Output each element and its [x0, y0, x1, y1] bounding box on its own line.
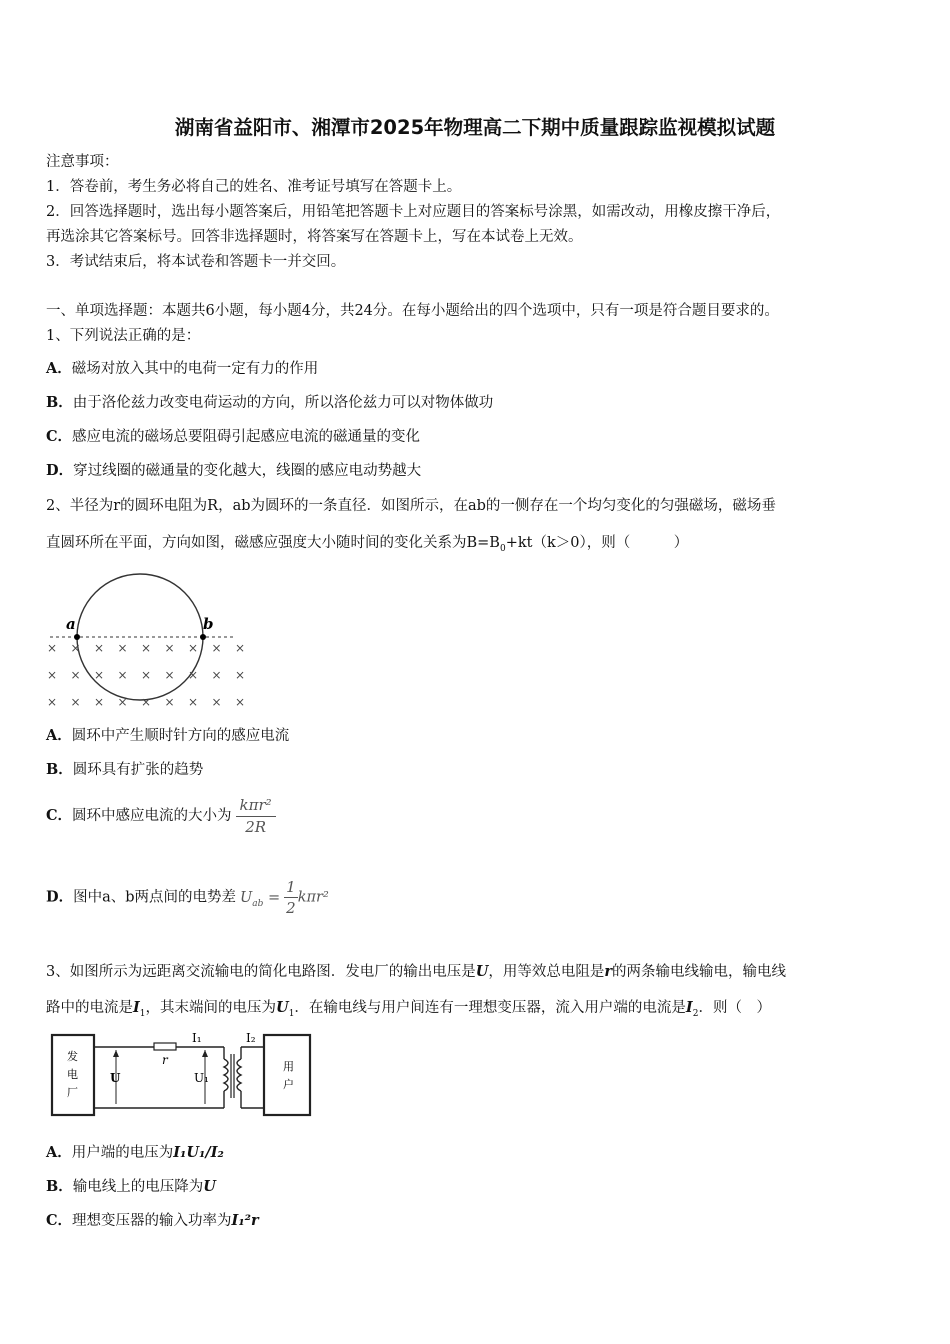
label-b: b [203, 615, 214, 633]
field-cross: × [211, 641, 222, 655]
q3-sym-i1: I [133, 999, 140, 1016]
q3-option-c-letter: C． [46, 1212, 73, 1229]
line-resistor [154, 1043, 176, 1050]
exam-title: 湖南省益阳市、湘潭市2025年物理高二下期中质量跟踪监视模拟试题 [174, 116, 776, 139]
potential-diff-expression [240, 889, 281, 909]
field-cross: × [235, 668, 246, 682]
field-cross: × [141, 695, 152, 709]
half-fraction [284, 878, 298, 917]
q2-stem-text-b: +kt（k＞0），则（ ） [505, 535, 689, 551]
notice-item-3: 3．考试结束后，将本试卷和答题卡一并交回。 [46, 254, 346, 270]
q1-option-a-letter: A． [46, 360, 72, 377]
field-cross: × [70, 695, 81, 709]
field-cross: × [94, 641, 105, 655]
q2-option-c-letter: C． [46, 807, 73, 824]
q2-option-c [46, 796, 276, 836]
field-cross: × [211, 695, 222, 709]
q3-option-c-expr: I₁²r [231, 1212, 259, 1229]
field-cross: × [211, 668, 222, 682]
q3-sym-r: r [604, 963, 613, 980]
q1-stem: 1、下列说法正确的是： [46, 328, 201, 344]
q2-option-a-text: 圆环中产生顺时针方向的感应电流 [71, 728, 290, 744]
plant-char-2: 电 [67, 1068, 78, 1081]
q3-sym-u1: U [276, 999, 289, 1016]
field-cross: × [235, 641, 246, 655]
q1-option-a-text: 磁场对放入其中的电荷一定有力的作用 [71, 361, 319, 377]
fraction-numerator: kπr² [236, 796, 276, 817]
q3-stem-line1 [46, 962, 786, 982]
field-cross: × [94, 695, 105, 709]
q3-option-c [46, 1211, 259, 1231]
q2-option-b [46, 760, 203, 780]
user-char-1: 用 [283, 1060, 294, 1073]
notice-item-1: 1．答卷前，考生务必将自己的姓名、准考证号填写在答题卡上。 [46, 179, 462, 195]
q1-option-c-text: 感应电流的磁场总要阻碍引起感应电流的磁通量的变化 [72, 429, 421, 445]
equals-sign: = [268, 889, 281, 906]
q3-text-a: 3、如图所示为远距离交流输电的简化电路图．发电厂的输出电压是 [46, 964, 476, 980]
field-cross: × [164, 668, 175, 682]
q3-text-g: ．则（ ） [698, 1000, 771, 1016]
q3-option-b-letter: B． [46, 1178, 73, 1195]
q3-option-c-text: 理想变压器的输入功率为 [72, 1213, 232, 1229]
q1-option-c [46, 427, 420, 447]
field-cross: × [117, 695, 128, 709]
i2-label: I₂ [246, 1031, 256, 1045]
q1-option-c-letter: C． [46, 428, 73, 445]
user-char-2: 户 [283, 1078, 294, 1091]
q3-text-b: ，用等效总电阻是 [488, 964, 605, 980]
q3-text-f: ．在输电线与用户间连有一理想变压器，流入用户端的电流是 [294, 1000, 686, 1016]
q3-option-b [46, 1177, 216, 1197]
q2-option-b-letter: B． [46, 761, 73, 778]
q1-option-d [46, 461, 421, 481]
q2-option-a [46, 726, 289, 746]
q1-option-d-letter: D． [46, 462, 74, 479]
magnetic-field-crosses [47, 641, 245, 709]
i1-label: I₁ [192, 1031, 202, 1045]
q3-text-e: ，其末端间的电压为 [145, 1000, 277, 1016]
q3-option-a-expr: I₁U₁/I₂ [173, 1144, 224, 1161]
point-b [200, 634, 206, 640]
q3-stem-line2 [46, 998, 771, 1024]
field-cross: × [117, 641, 128, 655]
q1-option-b-text: 由于洛伦兹力改变电荷运动的方向，所以洛伦兹力可以对物体做功 [72, 395, 494, 411]
q2-option-d-text: 图中a、b两点间的电势差 [73, 889, 237, 906]
q2-stem-line1: 2、半径为r的圆环电阻为R，ab为圆环的一条直径．如图所示，在ab的一侧存在一个均匀变化的匀强磁场，磁场垂 [46, 498, 776, 514]
q3-sym-i2: I [685, 999, 693, 1016]
secondary-coil [237, 1059, 241, 1091]
d-rhs: kπr² [297, 889, 329, 906]
half-numerator: 1 [286, 878, 296, 896]
q3-sub-i2: 2 [692, 1008, 699, 1019]
field-cross: × [188, 695, 199, 709]
field-cross: × [235, 695, 246, 709]
q3-text-c: 的两条输电线输电，输电线 [612, 964, 787, 980]
q2-option-a-letter: A． [46, 727, 72, 744]
u-symbol: U [240, 889, 253, 906]
field-cross: × [47, 641, 58, 655]
field-cross: × [94, 668, 105, 682]
q1-option-a [46, 359, 318, 379]
u1-label: U₁ [194, 1071, 209, 1085]
field-cross: × [47, 695, 58, 709]
plant-char-3: 厂 [67, 1086, 78, 1099]
q1-option-b-letter: B． [46, 394, 73, 411]
user-box [264, 1035, 310, 1115]
q2-option-c-text: 圆环中感应电流的大小为 [72, 808, 232, 824]
field-cross: × [164, 641, 175, 655]
field-cross: × [70, 641, 81, 655]
q2-option-d-letter: D． [46, 888, 74, 906]
label-a: a [66, 615, 76, 633]
q3-sub-u1: 1 [288, 1008, 295, 1019]
field-cross: × [141, 668, 152, 682]
r-label: r [162, 1053, 168, 1067]
fraction-denominator: 2R [245, 818, 267, 836]
q2-stem-sub: 0 [499, 543, 506, 554]
field-cross: × [70, 668, 81, 682]
plant-char-1: 发 [67, 1050, 78, 1063]
q3-sub-i1: 1 [139, 1008, 146, 1019]
q2-stem-text-a: 直圆环所在平面，方向如图，磁感应强度大小随时间的变化关系为B=B [46, 535, 500, 551]
primary-coil [224, 1059, 228, 1091]
field-cross: × [117, 668, 128, 682]
u-label: U [110, 1071, 121, 1085]
q3-option-b-text: 输电线上的电压降为 [72, 1179, 204, 1195]
notice-item-2: 2．回答选择题时，选出每小题答案后，用铅笔把答题卡上对应题目的答案标号涂黑，如需改动，用橡皮擦干净后， [46, 204, 781, 220]
current-fraction [236, 796, 276, 836]
q3-option-a-letter: A． [46, 1144, 72, 1161]
point-a [74, 634, 80, 640]
q3-option-a-text: 用户端的电压为 [71, 1145, 174, 1161]
q2-ring-figure [44, 562, 244, 717]
half-denominator: 2 [286, 899, 296, 917]
q3-text-d: 路中的电流是 [46, 1000, 133, 1016]
section-heading: 一、单项选择题：本题共6小题，每小题4分，共24分。在每小题给出的四个选项中，只有一项是符合题目要求的。 [46, 303, 779, 319]
notice-heading: 注意事项： [46, 154, 119, 170]
q3-sym-u: U [475, 963, 489, 980]
field-cross: × [47, 668, 58, 682]
q1-option-d-text: 穿过线圈的磁通量的变化越大，线圈的感应电动势越大 [73, 463, 422, 479]
q3-circuit-figure [50, 1030, 315, 1120]
field-cross: × [188, 641, 199, 655]
u-subscript: ab [252, 898, 264, 909]
field-cross: × [188, 668, 199, 682]
field-cross: × [164, 695, 175, 709]
q2-option-d [46, 878, 329, 917]
q2-option-b-text: 圆环具有扩张的趋势 [72, 762, 204, 778]
q2-stem-line2 [46, 533, 688, 559]
q1-option-b [46, 393, 493, 413]
notice-item-2-cont: 再选涂其它答案标号。回答非选择题时，将答案写在答题卡上，写在本试卷上无效。 [46, 229, 583, 245]
q3-option-a [46, 1143, 224, 1163]
q3-option-b-expr: U [203, 1178, 216, 1195]
field-cross: × [141, 641, 152, 655]
